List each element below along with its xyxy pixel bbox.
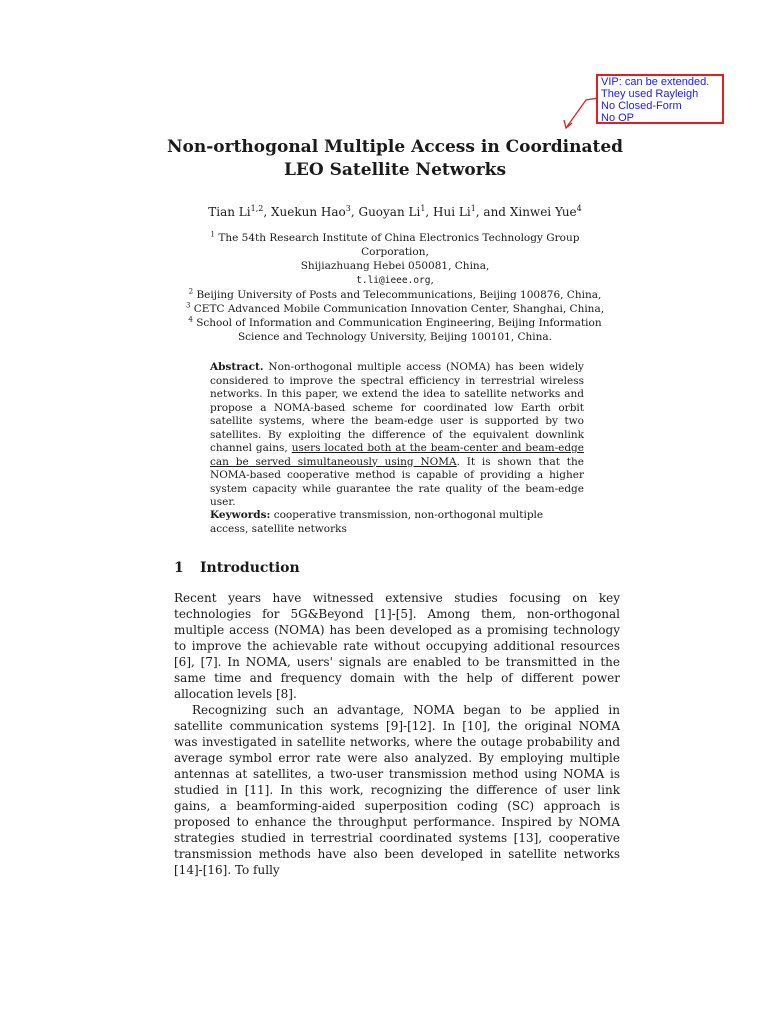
author-name: Xinwei Yue [509, 205, 577, 219]
abstract-block [210, 361, 584, 510]
affiliation-1 [178, 231, 612, 259]
section-number: 1 [174, 560, 184, 576]
review-annotation-box [596, 74, 724, 124]
affiliation-list [178, 231, 612, 344]
annotation-line: VIP: can be extended. [601, 76, 710, 88]
annotation-line: No OP [601, 112, 635, 124]
keywords-label: Keywords: [210, 509, 271, 521]
body-text [174, 590, 620, 878]
section-heading [174, 560, 300, 576]
paragraph: Recognizing such an advantage, NOMA began to be applied in satellite communication systems [9]-[12]. In [10], the original NOMA was investigated in satellite networks, where the outage probability and average symbol error rate were also analyzed. By employing multiple antennas at satellites, a two-user transmission method using NOMA is studied in [11]. In this work, recognizing the difference of user link gains, a beamforming-aided superposition coding (SC) approach is proposed to enhance the throughput performance. Inspired by NOMA strategies studied in terrestrial coordinated systems [13], cooperative transmission methods have also been developed in satellite networks [14]-[16]. To fully [174, 703, 620, 877]
affiliation-3 [178, 302, 612, 316]
author-separator: , [350, 205, 359, 219]
annotation-line: No Closed-Form [601, 100, 682, 112]
affiliation-email-line: t.li@ieee.org, [356, 274, 434, 286]
author-affil-mark: 3 [345, 204, 351, 213]
author-affil-mark: 1 [420, 204, 426, 213]
author-name: Xuekun Hao [270, 205, 346, 219]
title-line: LEO Satellite Networks [283, 160, 507, 180]
affiliation-1-cont: Shijiazhuang Hebei 050081, China, [300, 260, 490, 272]
author-separator: , and [475, 205, 510, 219]
affiliation-4 [178, 316, 612, 330]
affiliation-number: 1 [210, 230, 216, 239]
author-name: Tian Li [208, 205, 251, 219]
keywords-text: cooperative transmission, non-orthogonal multiple access, satellite networks [210, 509, 544, 535]
author-affil-mark: 1 [470, 204, 476, 213]
paragraph: Recent years have witnessed extensive studies focusing on key technologies for 5G&Beyond [1]-[5]. Among them, non-orthogonal multiple access (NOMA) has been developed as a promising technology to improve the achievable rate without occupying additional resources [6], [7]. In NOMA, users' signals are enabled to be transmitted in the same time and frequency domain with the help of different power allocation levels [8]. [174, 591, 620, 701]
annotation-arrow-icon [560, 96, 600, 132]
author-separator: , [425, 205, 434, 219]
abstract-text-end: . It is shown that the NOMA-based cooperative method is capable of providing a higher system capacity while guarantee the rate quality of the beam-edge user. [210, 455, 584, 508]
abstract-highlighted-text: users located both at the beam-center and beam-edge can be served simultaneously using NOMA [210, 442, 584, 468]
annotation-line: They used Rayleigh [601, 88, 699, 100]
affiliation-number: 4 [188, 315, 193, 324]
affiliation-text: The 54th Research Institute of China Electronics Technology Group Corporation, [218, 232, 580, 258]
title-line: Non-orthogonal Multiple Access in Coordinated [166, 137, 624, 157]
keywords-block [210, 509, 584, 536]
affiliation-text: School of Information and Communication Engineering, Beijing Information [196, 317, 602, 329]
affiliation-number: 2 [188, 287, 194, 296]
abstract-text: Non-orthogonal multiple access (NOMA) has been widely considered to improve the spectral efficiency in terrestrial wireless networks. In this paper, we extend the idea to satellite networks and propose a NOMA-based scheme for coordinated low Earth orbit satellite systems, where the beam-edge user is supported by two satellites. By exploiting the difference of the equivalent downlink channel gains, [210, 361, 584, 454]
author-list [150, 205, 640, 219]
author-name: Hui Li [433, 205, 471, 219]
paper-title [150, 136, 640, 182]
author-affil-mark: 1,2 [250, 204, 264, 213]
abstract-label: Abstract. [210, 361, 264, 373]
affiliation-number: 3 [185, 301, 191, 310]
author-separator: , [263, 205, 271, 219]
section-title: Introduction [200, 560, 300, 576]
affiliation-2 [178, 288, 612, 302]
affiliation-text: CETC Advanced Mobile Communication Innovation Center, Shanghai, China, [193, 303, 605, 315]
author-email-link[interactable]: t.li@ieee.org [356, 275, 431, 286]
author-name: Guoyan Li [358, 205, 421, 219]
affiliation-text: Beijing University of Posts and Telecommunications, Beijing 100876, China, [196, 289, 602, 301]
affiliation-4-cont: Science and Technology University, Beijing 100101, China. [237, 331, 553, 343]
author-affil-mark: 4 [576, 204, 582, 213]
